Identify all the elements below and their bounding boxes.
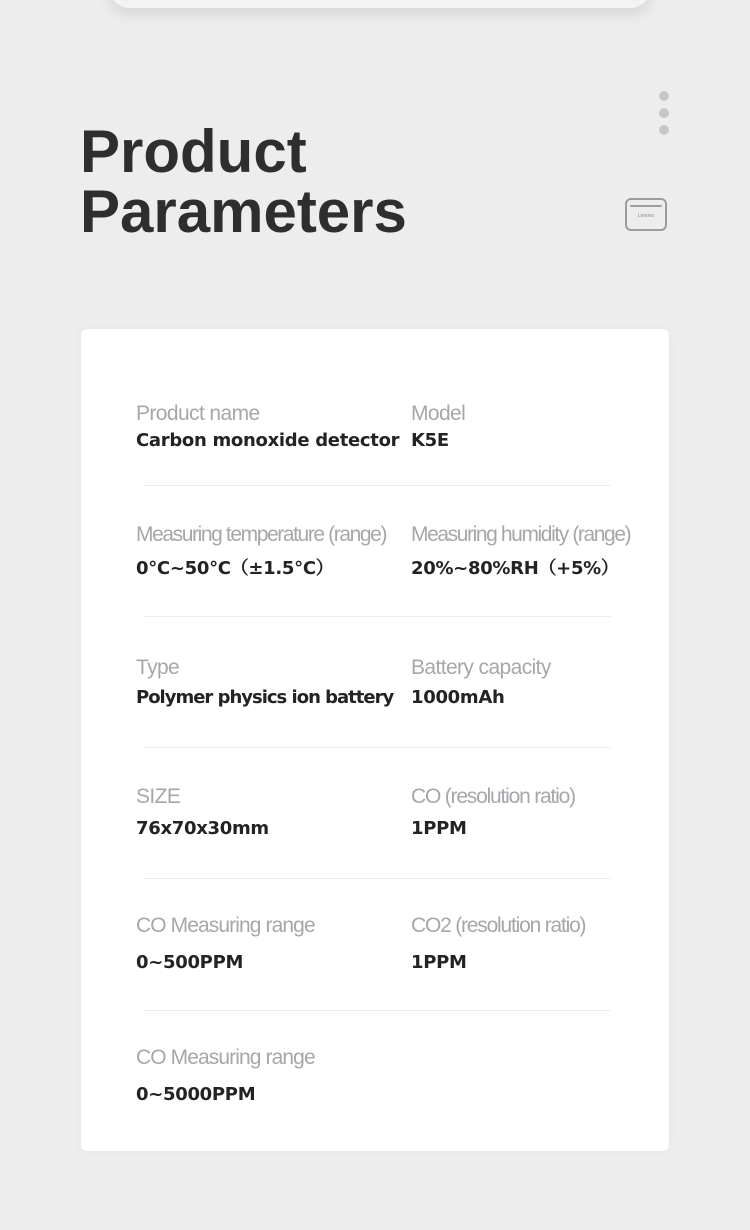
param-label: CO2 (resolution ratio) xyxy=(411,914,586,937)
param-co-measuring-range xyxy=(136,913,315,975)
more-dots-icon xyxy=(658,91,670,135)
param-label: Product name xyxy=(136,402,260,425)
param-value: K5E xyxy=(411,430,449,451)
param-label: CO Measuring range xyxy=(136,1046,315,1069)
param-co-measuring-range-2 xyxy=(136,1045,315,1107)
page-title xyxy=(80,118,407,245)
param-label: Model xyxy=(411,402,466,425)
param-battery-capacity xyxy=(411,655,551,710)
param-value: 0~5000PPM xyxy=(136,1084,256,1105)
param-measuring-humidity xyxy=(411,522,630,581)
param-value: Carbon monoxide detector xyxy=(136,430,400,451)
row-divider xyxy=(143,747,611,748)
param-label: Measuring humidity (range) xyxy=(411,523,631,546)
param-co2-resolution xyxy=(411,913,585,975)
detector-device-icon xyxy=(625,198,667,231)
param-label: SIZE xyxy=(136,785,181,808)
param-product-name xyxy=(136,401,399,453)
param-label: CO Measuring range xyxy=(136,914,315,937)
row-divider xyxy=(143,878,611,879)
param-value: 1000mAh xyxy=(411,687,505,708)
param-size xyxy=(136,784,269,841)
param-value: 1PPM xyxy=(411,818,467,839)
row-divider xyxy=(143,1010,611,1011)
param-value: 76x70x30mm xyxy=(136,818,269,839)
row-divider xyxy=(143,485,611,486)
param-label: Battery capacity xyxy=(411,656,551,679)
title-line-1: Product xyxy=(80,118,307,185)
param-label: CO (resolution ratio) xyxy=(411,785,575,808)
param-value: 1PPM xyxy=(411,952,467,973)
top-device-shadow xyxy=(110,0,650,8)
param-value: 20%~80%RH（+5%） xyxy=(411,558,619,579)
param-value: 0~500PPM xyxy=(136,952,244,973)
parameters-card xyxy=(81,329,669,1151)
param-model xyxy=(411,401,465,453)
param-value: 0°C~50°C（±1.5°C） xyxy=(136,558,334,579)
device-brand-label: Lenovo xyxy=(637,213,655,219)
param-label: Measuring temperature (range) xyxy=(136,523,387,546)
param-type xyxy=(136,655,393,710)
param-value: Polymer physics ion battery xyxy=(136,687,394,708)
param-co-resolution xyxy=(411,784,575,841)
row-divider xyxy=(143,616,611,617)
param-label: Type xyxy=(136,656,180,679)
title-line-2: Parameters xyxy=(80,178,407,245)
param-measuring-temperature xyxy=(136,522,386,581)
